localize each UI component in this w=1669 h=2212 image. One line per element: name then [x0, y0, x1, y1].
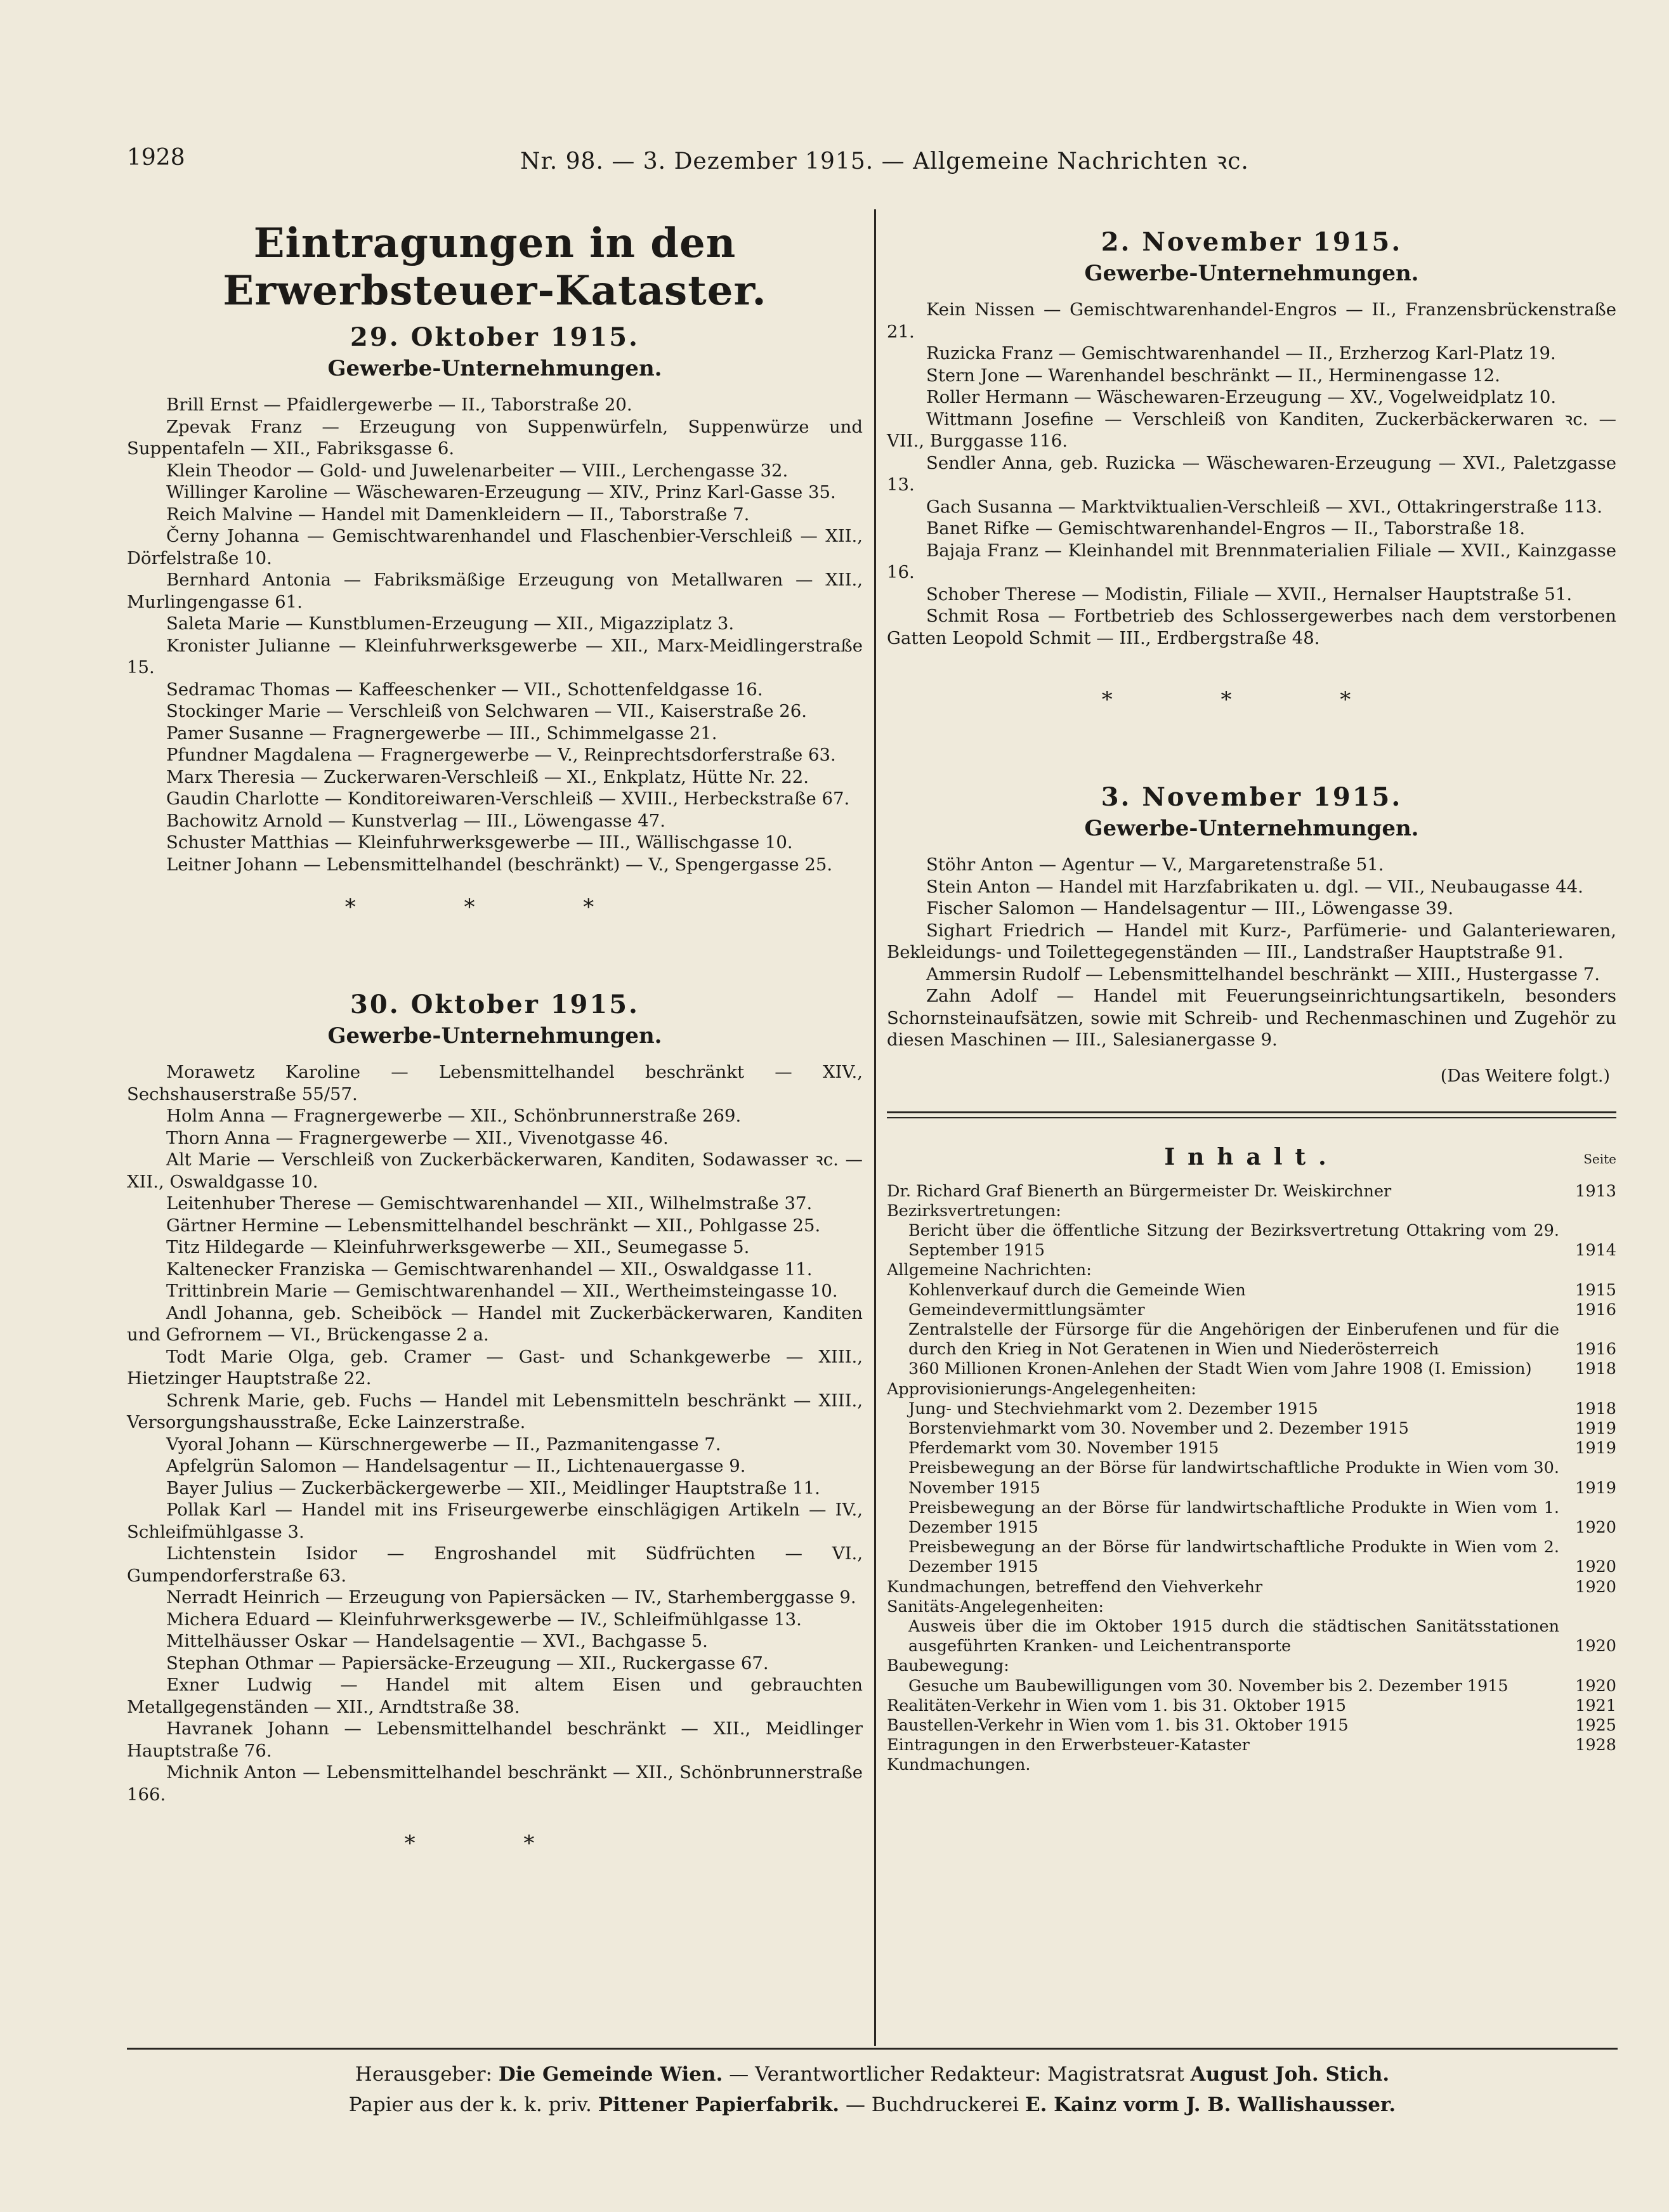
register-entry: Bernhard Antonia — Fabriksmäßige Erzeugung von Metallwaren — XII., Murlingengasse 61. [127, 570, 863, 612]
register-entry: Andl Johanna, geb. Scheiböck — Handel mit Zuckerbäckerwaren, Kanditen und Gefrornem — VI., Brückengasse 2 a. [127, 1302, 863, 1345]
contents-item [887, 1260, 1616, 1280]
table-of-contents [887, 1137, 1616, 1776]
contents-item-page: 1925 [1575, 1715, 1616, 1735]
register-entry: Marx Theresia — Zuckerwaren-Verschleiß — XI., Enkplatz, Hütte Nr. 22. [166, 766, 809, 787]
section-separator: * * * [1101, 687, 1402, 712]
register-entry: Černy Johanna — Gemischtwarenhandel und Flaschenbier-Verschleiß — XII., Dörfelstraße 10. [127, 526, 863, 568]
imprint-printer-label: — Buchdruckerei [845, 2093, 1019, 2116]
contents-item-title: Approvisionierungs-Angelegenheiten: [887, 1379, 1196, 1399]
section-oct-30 [127, 990, 863, 1805]
contents-item-page: 1921 [1575, 1696, 1616, 1715]
section-separator: * * * [344, 894, 645, 920]
contents-item [887, 1458, 1616, 1498]
right-column [887, 203, 1616, 1776]
section-date: 2. November 1915. [1101, 227, 1403, 257]
imprint-label: Herausgeber: [355, 2063, 492, 2086]
contents-item-page: 1918 [1575, 1399, 1616, 1418]
entry-list [887, 299, 1616, 649]
contents-item-page: 1920 [1575, 1557, 1616, 1577]
register-entry: Banet Rifke — Gemischtwarenhandel-Engros — II., Taborstraße 18. [926, 518, 1526, 539]
section-subtitle: Gewerbe-Unternehmungen. [1084, 816, 1419, 841]
contents-item-title: Kundmachungen, betreffend den Viehverkehr [887, 1577, 1263, 1597]
register-entry: Stein Anton — Handel mit Harzfabrikaten u. dgl. — VII., Neubaugasse 44. [926, 876, 1583, 897]
contents-item [887, 1498, 1616, 1538]
register-entry: Leitner Johann — Lebensmittelhandel (beschränkt) — V., Spengergasse 25. [166, 854, 833, 875]
register-entry: Titz Hildegarde — Kleinfuhrwerksgewerbe — XII., Seumegasse 5. [166, 1237, 750, 1257]
section-date: 29. Oktober 1915. [350, 322, 639, 352]
register-entry: Gärtner Hermine — Lebensmittelhandel beschränkt — XII., Pohlgasse 25. [166, 1215, 821, 1236]
imprint-publisher: Die Gemeinde Wien. [498, 2063, 723, 2086]
register-entry: Gaudin Charlotte — Konditoreiwaren-Verschleiß — XVIII., Herbeckstraße 67. [166, 789, 850, 809]
contents-item-title: Preisbewegung an der Börse für landwirtschaftliche Produkte in Wien vom 30. November 1915 [908, 1458, 1559, 1498]
contents-item [887, 1538, 1616, 1577]
contents-item-title: 360 Millionen Kronen-Anlehen der Stadt Wien vom Jahre 1908 (I. Emission) [908, 1359, 1532, 1379]
contents-item-title: Gemeindevermittlungsämter [908, 1300, 1145, 1319]
register-entry: Leitenhuber Therese — Gemischtwarenhandel — XII., Wilhelmstraße 37. [166, 1193, 813, 1214]
section-date: 3. November 1915. [1101, 782, 1403, 812]
contents-item [887, 1656, 1616, 1676]
register-entry: Pamer Susanne — Fragnergewerbe — III., Schimmelgasse 21. [166, 723, 717, 743]
register-entry: Schmit Rosa — Fortbetrieb des Schlossergewerbes nach dem verstorbenen Gatten Leopold Schmit — III., Erdbergstraße 48. [887, 606, 1616, 648]
contents-item [887, 1578, 1616, 1597]
contents-item-page: 1913 [1575, 1181, 1616, 1201]
contents-item [887, 1320, 1616, 1359]
register-entry: Alt Marie — Verschleiß von Zuckerbäckerwaren, Kanditen, Sodawasser ꝛc. — XII., Oswaldgasse 10. [127, 1149, 863, 1192]
register-entry: Pfundner Magdalena — Fragnergewerbe — V., Reinprechtsdorferstraße 63. [166, 745, 836, 765]
contents-item-title: Bericht über die öffentliche Sitzung der Bezirksvertretung Ottakring vom 29. September 1915 [908, 1221, 1559, 1260]
register-entry: Fischer Salomon — Handelsagentur — III., Löwengasse 39. [926, 898, 1454, 919]
register-entry: Ammersin Rudolf — Lebensmittelhandel beschränkt — XIII., Hustergasse 7. [926, 964, 1600, 985]
register-entry: Stephan Othmar — Papiersäcke-Erzeugung — XII., Ruckergasse 67. [166, 1652, 769, 1673]
contents-item-title: Baubewegung: [887, 1656, 1009, 1676]
register-entry: Apfelgrün Salomon — Handelsagentur — II., Lichtenauergasse 9. [166, 1456, 746, 1476]
register-entry: Pollak Karl — Handel mit ins Friseurgewerbe einschlägigen Artikeln — IV., Schleifmühlgasse 3. [127, 1500, 863, 1542]
imprint-rule [127, 2048, 1618, 2050]
register-entry: Sedramac Thomas — Kaffeeschenker — VII., Schottenfeldgasse 16. [166, 679, 763, 700]
contents-item-title: Ausweis über die im Oktober 1915 durch die städtischen Sanitätsstationen ausgeführten Kranken- und Leichentransporte [908, 1616, 1559, 1656]
contents-item [887, 1399, 1616, 1419]
section-subtitle: Gewerbe-Unternehmungen. [327, 1023, 662, 1049]
register-entry: Michnik Anton — Lebensmittelhandel beschränkt — XII., Schönbrunnerstraße 166. [127, 1762, 863, 1805]
contents-item-page: 1916 [1575, 1300, 1616, 1319]
register-entry: Sighart Friedrich — Handel mit Kurz-, Parfümerie- und Galanteriewaren, Bekleidungs- und Toilettegegenständen — III., Landstraßer Hauptstraße 91. [887, 920, 1616, 962]
contents-item-title: Sanitäts-Angelegenheiten: [887, 1597, 1104, 1616]
main-title: Eintragungen in den Erwerbsteuer-Kataster. [223, 219, 767, 315]
register-entry: Bayer Julius — Zuckerbäckergewerbe — XII., Meidlinger Hauptstraße 11. [166, 1477, 820, 1498]
running-header [127, 145, 1605, 183]
contents-item-title: Pferdemarkt vom 30. November 1915 [908, 1439, 1219, 1458]
register-entry: Kaltenecker Franziska — Gemischtwarenhandel — XII., Oswaldgasse 11. [166, 1259, 813, 1279]
contents-item-page: 1920 [1575, 1637, 1616, 1656]
contents-item-title: Bezirksvertretungen: [887, 1201, 1061, 1221]
left-column [127, 203, 863, 1926]
contents-item-title: Gesuche um Baubewilligungen vom 30. November bis 2. Dezember 1915 [908, 1676, 1509, 1696]
contents-item [887, 1696, 1616, 1716]
register-entry: Sendler Anna, geb. Ruzicka — Wäschewaren-Erzeugung — XVI., Paletzgasse 13. [887, 452, 1616, 495]
imprint-paper-mill: Pittener Papierfabrik. [598, 2093, 840, 2116]
register-entry: Klein Theodor — Gold- und Juwelenarbeiter — VIII., Lerchengasse 32. [166, 460, 789, 481]
register-entry: Ruzicka Franz — Gemischtwarenhandel — II., Erzherzog Karl-Platz 19. [926, 343, 1556, 363]
contents-item [887, 1201, 1616, 1221]
register-entry: Todt Marie Olga, geb. Cramer — Gast- und Schankgewerbe — XIII., Hietzinger Hauptstraße 22. [127, 1346, 863, 1389]
entry-list [887, 854, 1616, 1051]
register-entry: Reich Malvine — Handel mit Damenkleidern — II., Taborstraße 7. [166, 504, 750, 525]
register-entry: Wittmann Josefine — Verschleiß von Kanditen, Zuckerbäckerwaren ꝛc. — VII., Burggasse 116. [887, 409, 1616, 451]
contents-item [887, 1716, 1616, 1736]
contents-item [887, 1221, 1616, 1260]
section-date: 30. Oktober 1915. [350, 990, 639, 1019]
register-entry: Holm Anna — Fragnergewerbe — XII., Schönbrunnerstraße 269. [166, 1106, 742, 1126]
contents-item [887, 1281, 1616, 1300]
contents-item [887, 1300, 1616, 1320]
section-nov-2 [887, 227, 1616, 649]
imprint-printer-line [127, 2093, 1618, 2116]
contents-item [887, 1597, 1616, 1617]
section-subtitle: Gewerbe-Unternehmungen. [1084, 261, 1419, 286]
register-entry: Bachowitz Arnold — Kunstverlag — III., Löwengasse 47. [166, 810, 665, 831]
register-entry: Stöhr Anton — Agentur — V., Margaretenstraße 51. [926, 854, 1384, 875]
imprint-printer: E. Kainz vorm J. B. Wallishausser. [1024, 2093, 1396, 2116]
register-entry: Mittelhäusser Oskar — Handelsagentie — XVI., Bachgasse 5. [166, 1631, 708, 1651]
register-entry: Schrenk Marie, geb. Fuchs — Handel mit Lebensmitteln beschränkt — XIII., Versorgungshausstraße, Ecke Lainzerstraße. [127, 1390, 863, 1432]
register-entry: Roller Hermann — Wäschewaren-Erzeugung — XV., Vogelweidplatz 10. [926, 387, 1557, 407]
register-entry: Zahn Adolf — Handel mit Feuerungseinrichtungsartikeln, besonders Schornsteinaufsätzen, sowie mit Schreib- und Rechenmaschinen und Zugehör zu diesen Maschinen — III., Salesianergasse 9. [887, 986, 1616, 1050]
contents-item-title: Dr. Richard Graf Bienerth an Bürgermeister Dr. Weiskirchner [887, 1181, 1392, 1201]
contents-item-title: Borstenviehmarkt vom 30. November und 2. Dezember 1915 [908, 1418, 1409, 1438]
contents-header [887, 1137, 1616, 1182]
register-entry: Kronister Julianne — Kleinfuhrwerksgewerbe — XII., Marx-Meidlingerstraße 15. [127, 635, 863, 677]
contents-rule [887, 1111, 1616, 1118]
contents-item-title: Allgemeine Nachrichten: [887, 1260, 1092, 1280]
register-entry: Stern Jone — Warenhandel beschränkt — II., Herminengasse 12. [926, 365, 1500, 386]
register-entry: Vyoral Johann — Kürschnergewerbe — II., Pazmanitengasse 7. [166, 1434, 721, 1455]
register-entry: Bajaja Franz — Kleinhandel mit Brennmaterialien Filiale — XVII., Kainzgasse 16. [887, 540, 1616, 582]
end-separator: * * [404, 1831, 586, 1856]
contents-item [887, 1755, 1616, 1775]
register-entry: Morawetz Karoline — Lebensmittelhandel beschränkt — XIV., Sechshauserstraße 55/57. [127, 1062, 863, 1104]
contents-item-page: 1920 [1575, 1676, 1616, 1696]
contents-item [887, 1419, 1616, 1439]
register-entry: Willinger Karoline — Wäschewaren-Erzeugung — XIV., Prinz Karl-Gasse 35. [166, 482, 836, 502]
page-column-label: Seite [1583, 1151, 1616, 1167]
entry-list [127, 394, 863, 875]
contents-item [887, 1359, 1616, 1379]
contents-item [887, 1617, 1616, 1656]
register-entry: Michera Eduard — Kleinfuhrwerksgewerbe — IV., Schleifmühlgasse 13. [166, 1609, 802, 1630]
contents-item-title: Realitäten-Verkehr in Wien vom 1. bis 31. Oktober 1915 [887, 1696, 1346, 1715]
contents-item-page: 1919 [1575, 1478, 1616, 1498]
section-oct-29 [127, 322, 863, 875]
page-number: 1928 [127, 145, 185, 171]
contents-item-page: 1915 [1575, 1280, 1616, 1300]
register-entry: Gach Susanna — Marktviktualien-Verschleiß — XVI., Ottakringerstraße 113. [926, 496, 1602, 517]
contents-item-page: 1919 [1575, 1439, 1616, 1458]
register-entry: Thorn Anna — Fragnergewerbe — XII., Vivenotgasse 46. [166, 1127, 669, 1148]
contents-title: Inhalt. [1164, 1143, 1339, 1170]
contents-item-title: Zentralstelle der Fürsorge für die Angehörigen der Einberufenen und für die durch den Krieg in Not Geratenen in Wien und Niederösterreich [908, 1319, 1559, 1359]
register-entry: Kein Nissen — Gemischtwarenhandel-Engros — II., Franzensbrückenstraße 21. [887, 299, 1616, 342]
section-nov-3 [887, 782, 1616, 1086]
contents-item [887, 1677, 1616, 1696]
contents-item-page: 1916 [1575, 1340, 1616, 1359]
contents-item-page: 1920 [1575, 1577, 1616, 1597]
contents-item [887, 1439, 1616, 1458]
register-entry: Havranek Johann — Lebensmittelhandel beschränkt — XII., Meidlinger Hauptstraße 76. [127, 1718, 863, 1761]
imprint-editor: August Joh. Stich. [1190, 2063, 1390, 2086]
contents-item-page: 1920 [1575, 1517, 1616, 1537]
imprint-paper-label: Papier aus der k. k. priv. [348, 2093, 592, 2116]
column-divider [874, 209, 876, 2046]
contents-item-page: 1914 [1575, 1241, 1616, 1260]
register-entry: Nerradt Heinrich — Erzeugung von Papiersäcken — IV., Starhemberggasse 9. [166, 1587, 856, 1607]
imprint-editor-label: — Verantwortlicher Redakteur: Magistratsrat [729, 2063, 1184, 2086]
imprint-publisher-line [127, 2063, 1618, 2086]
contents-list [887, 1182, 1616, 1776]
section-subtitle: Gewerbe-Unternehmungen. [327, 356, 662, 381]
contents-item-title: Kohlenverkauf durch die Gemeinde Wien [908, 1280, 1246, 1300]
register-entry: Zpevak Franz — Erzeugung von Suppenwürfeln, Suppenwürze und Suppentafeln — XII., Fabriksgasse 6. [127, 416, 863, 459]
contents-item-page: 1919 [1575, 1418, 1616, 1438]
contents-item-title: Baustellen-Verkehr in Wien vom 1. bis 31. Oktober 1915 [887, 1715, 1349, 1735]
register-entry: Trittinbrein Marie — Gemischtwarenhandel — XII., Wertheimsteingasse 10. [166, 1281, 838, 1301]
register-entry: Schuster Matthias — Kleinfuhrwerksgewerbe — III., Wällischgasse 10. [166, 832, 793, 853]
contents-item [887, 1736, 1616, 1755]
register-entry: Brill Ernst — Pfaidlergewerbe — II., Taborstraße 20. [166, 395, 632, 415]
contents-item-title: Preisbewegung an der Börse für landwirtschaftliche Produkte in Wien vom 2. Dezember 1915 [908, 1538, 1559, 1577]
contents-item-title: Eintragungen in den Erwerbsteuer-Kataster [887, 1736, 1250, 1755]
running-title: Nr. 98. — 3. Dezember 1915. — Allgemeine Nachrichten ꝛc. [520, 148, 1249, 174]
contents-item-title: Jung- und Stechviehmarkt vom 2. Dezember 1915 [908, 1399, 1318, 1418]
contents-item [887, 1380, 1616, 1399]
contents-item-page: 1918 [1575, 1359, 1616, 1379]
continued-note: (Das Weitere folgt.) [1440, 1066, 1610, 1086]
register-entry: Lichtenstein Isidor — Engroshandel mit Südfrüchten — VI., Gumpendorferstraße 63. [127, 1543, 863, 1586]
register-entry: Saleta Marie — Kunstblumen-Erzeugung — XII., Migazziplatz 3. [166, 613, 735, 634]
contents-item-title: Preisbewegung an der Börse für landwirtschaftliche Produkte in Wien vom 1. Dezember 1915 [908, 1498, 1559, 1537]
contents-item-title: Kundmachungen. [887, 1755, 1031, 1775]
register-entry: Schober Therese — Modistin, Filiale — XVII., Hernalser Hauptstraße 51. [926, 584, 1573, 605]
entry-list [127, 1061, 863, 1805]
contents-item-page: 1928 [1575, 1736, 1616, 1755]
contents-item [887, 1182, 1616, 1201]
register-entry: Stockinger Marie — Verschleiß von Selchwaren — VII., Kaiserstraße 26. [166, 701, 808, 721]
register-entry: Exner Ludwig — Handel mit altem Eisen und gebrauchten Metallgegenständen — XII., Arndtstraße 38. [127, 1675, 863, 1717]
